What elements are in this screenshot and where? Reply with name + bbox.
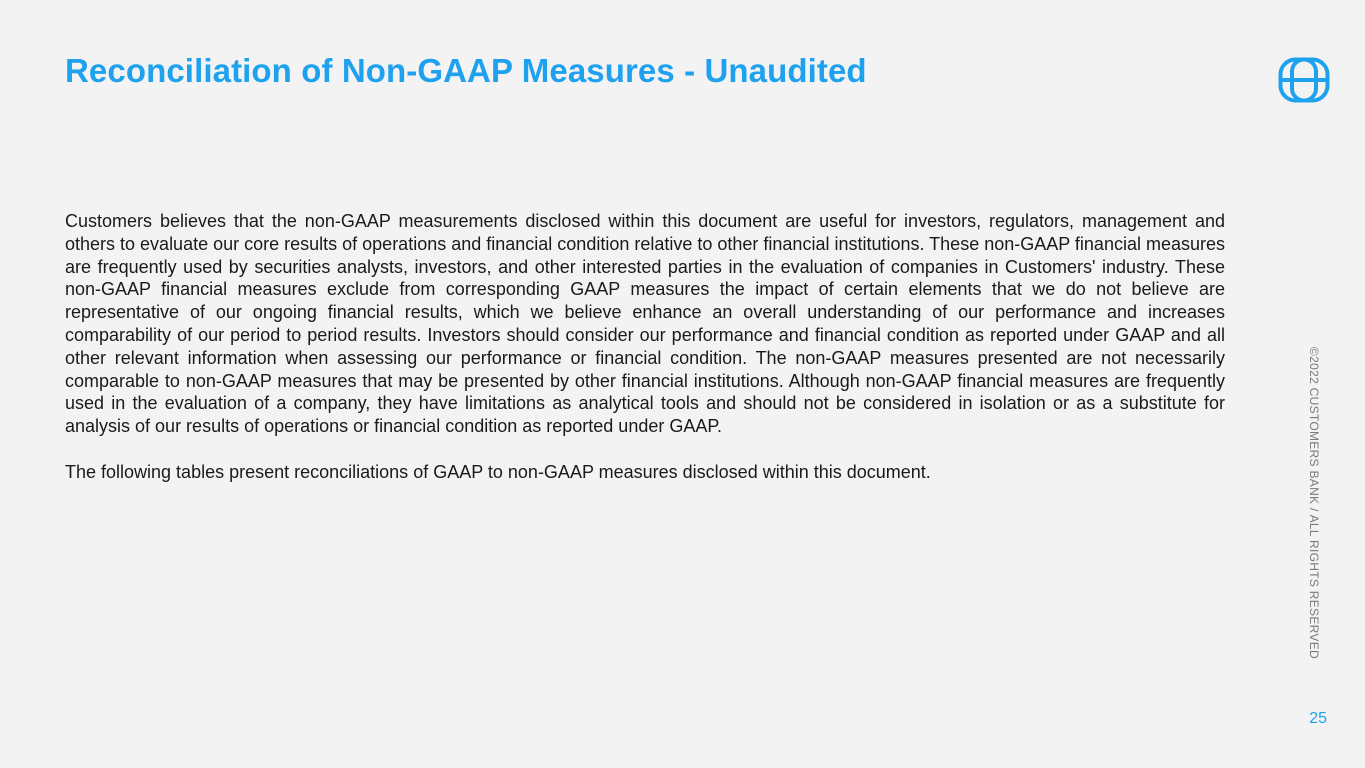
page-number: 25 [1309, 710, 1327, 727]
reconciliation-intro-paragraph: The following tables present reconciliations of GAAP to non-GAAP measures disclosed within this document. [65, 461, 931, 482]
slide-title: Reconciliation of Non-GAAP Measures - Unaudited [65, 52, 867, 89]
disclaimer-text [65, 210, 1225, 484]
customers-bank-logo-icon [1278, 57, 1330, 103]
copyright-notice: ©2022 CUSTOMERS BANK / ALL RIGHTS RESERVED [1307, 347, 1321, 659]
disclaimer-paragraph: Customers believes that the non-GAAP measurements disclosed within this document are useful for investors, regulators, management and others to evaluate our core results of operations and financial condition relative to other financial institutions. These non-GAAP financial measures are frequently used by securities analysts, investors, and other interested parties in the evaluation of companies in Customers' industry. These non-GAAP financial measures exclude from corresponding GAAP measures the impact of certain elements that we do not believe are representative of our ongoing financial results, which we believe enhance an overall understanding of our performance and increases comparability of our period to period results. Investors should consider our performance and financial condition as reported under GAAP and all other relevant information when assessing our performance or financial condition. The non-GAAP measures presented are not necessarily comparable to non-GAAP measures that may be presented by other financial institutions. Although non-GAAP financial measures are frequently used in the evaluation of a company, they have limitations as analytical tools and should not be considered in isolation or as a substitute for analysis of our results of operations or financial condition as reported under GAAP. [65, 211, 1225, 437]
